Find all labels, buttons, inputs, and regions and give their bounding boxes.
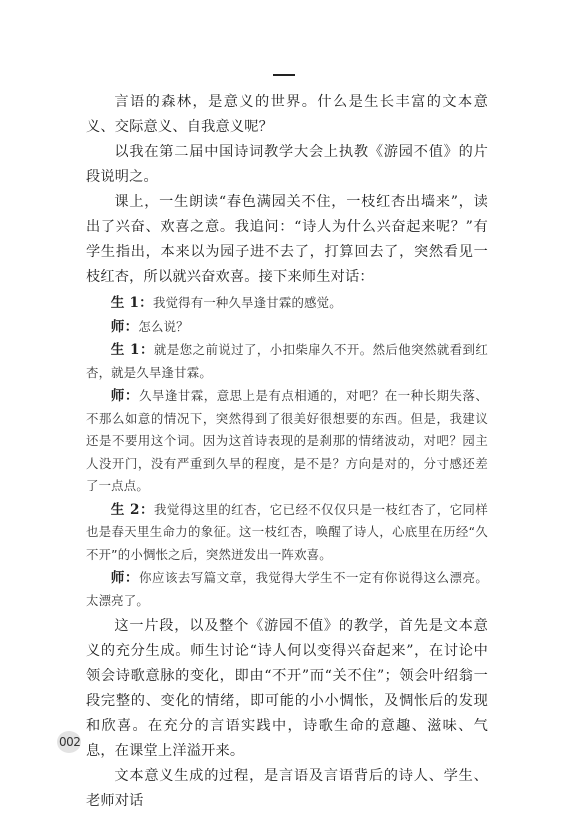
dialogue-line: [86, 499, 488, 567]
dialogue-block: [86, 292, 488, 612]
dialogue-text: 久旱逢甘霖，意思上是有点相通的，对吧？在一种长期失落、不那么如意的情况下，突然得到了很美好很想要的东西。但是，我建议还是不要用这个词。因为这首诗表现的是刹那的情绪波动，对吧？园主人没开门，没有严重到久旱的程度，是不是？方向是对的，分寸感还差了一点点。: [86, 388, 488, 493]
speaker-label: 生 2：: [110, 501, 155, 518]
body-text: [86, 90, 488, 814]
paragraph-2: 以我在第二届中国诗词教学大会上执教《游园不值》的片段说明之。: [86, 144, 488, 185]
paragraph-5: 文本意义生成的过程，是言语及言语背后的诗人、学生、老师对话: [86, 768, 488, 809]
dialogue-text: 我觉得有一种久旱逢甘霖的感觉。: [152, 295, 342, 310]
dialogue-text: 怎么说？: [138, 318, 189, 334]
page-number: 002: [57, 731, 81, 753]
paragraph-1: 言语的森林，是意义的世界。什么是生长丰富的文本意义、交际意义、自我意义呢？: [86, 94, 488, 135]
speaker-label: 生 1：: [110, 295, 153, 311]
dialogue-line: [86, 567, 488, 612]
dialogue-text: 我觉得这里的红杏，它已经不仅仅只是一枝红杏了，它同样也是春天里生命力的象征。这一枝红杏，唤醒了诗人，心底里在历经“久不开”的小惆怅之后，突然迸发出一阵欢喜。: [86, 501, 489, 562]
section-divider-mark: [273, 74, 295, 76]
dialogue-line: [86, 292, 488, 315]
dialogue-line: [86, 385, 488, 498]
speaker-label: 师：: [110, 388, 140, 404]
dialogue-line: [86, 339, 488, 384]
dialogue-line: [86, 316, 488, 339]
paragraph-4: 这一片段，以及整个《游园不值》的教学，首先是文本意义的充分生成。师生讨论“诗人何以变得兴奋起来”，在讨论中领会诗歌意脉的变化，即由“不开”而“关不住”；领会叶绍翁一段完整的、变化的情绪，即可能的小小惆怅，及惆怅后的发现和欣喜。在充分的言语实践中，诗歌生命的意趣、滋味、气息，在课堂上洋溢开来。: [86, 618, 488, 759]
dialogue-text: 就是您之前说过了，小扣柴扉久不开。然后他突然就看到红杏，就是久旱逢甘霖。: [86, 342, 489, 380]
paragraph-3: 课上，一生朗读“春色满园关不住，一枝红杏出墙来”，读出了兴奋、欢喜之意。我追问：“诗人为什么兴奋起来呢？”有学生指出，本来以为园子进不去了，打算回去了，突然看见一枝红杏，所以就兴奋欢喜。接下来师生对话：: [86, 194, 488, 285]
speaker-label: 生 1：: [110, 342, 155, 358]
speaker-label: 师：: [110, 318, 139, 335]
speaker-label: 师：: [110, 570, 140, 586]
dialogue-text: 你应该去写篇文章，我觉得大学生不一定有你说得这么漂亮。太漂亮了。: [86, 570, 488, 608]
